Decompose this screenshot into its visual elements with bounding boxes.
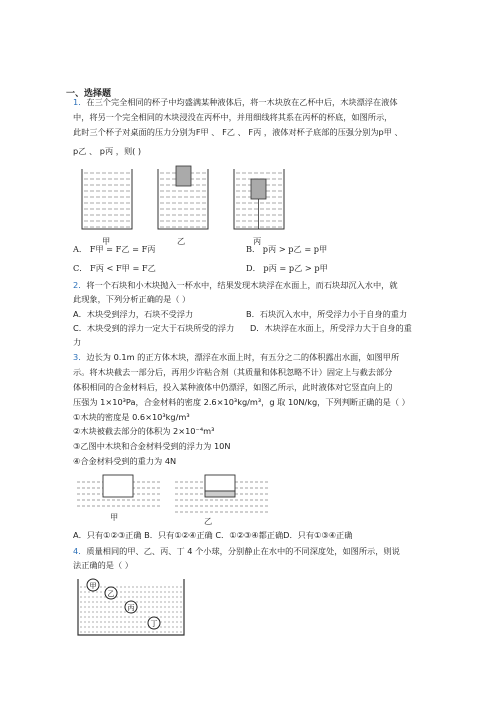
q3-statement-2: ②木块被截去部分的体积为 2×10⁻⁴m³: [73, 426, 215, 436]
q2-option-b[interactable]: B．石块沉入水中，所受浮力小于自身的重力: [246, 309, 408, 319]
q4-text-1: 质量相同的甲、乙、丙、丁 4 个小球，分别静止在水中的不同深度处，如图所示，则说: [86, 546, 400, 556]
ball-label-ding: 丁: [150, 620, 158, 628]
q1-number: 1．: [73, 97, 87, 107]
q3-number: 3．: [73, 352, 87, 362]
ball-label-bing: 丙: [127, 604, 135, 612]
q1-text-3: 此时三个杯子对桌面的压力分别为F甲 、 F乙 、 F丙 ，液体对杯子底部的压强分别为p甲 、: [73, 127, 403, 137]
ball-label-yi: 乙: [107, 590, 115, 598]
q3-statement-3: ③乙图中木块和合金材料受到的浮力为 10N: [73, 441, 231, 451]
q3-fig-yi: [175, 475, 270, 512]
submerged-wood-block: [251, 179, 266, 199]
q1-option-b[interactable]: B． p丙 > p乙 = p甲: [246, 244, 328, 254]
floating-wood-block: [176, 166, 191, 186]
q4-number: 4．: [73, 546, 87, 556]
q1-fig-label-bing: 丙: [253, 236, 262, 246]
q3-figure: [75, 472, 275, 522]
cup-jia: [82, 169, 132, 229]
q1-option-d[interactable]: D． p丙 = p乙 > p甲: [246, 263, 328, 273]
q1-fig-label-jia: 甲: [102, 236, 111, 246]
q3-text-3: 体积相同的合金材料后，投入某种液体中仍漂浮，如图乙所示，此时液体对它竖直向上的: [73, 382, 393, 392]
q1-fig-label-yi: 乙: [177, 236, 186, 246]
q1-option-a[interactable]: A． F甲 = F乙 = F丙: [73, 244, 156, 254]
q3-text-1: 边长为 0.1m 的正方体木块，漂浮在水面上时，有五分之二的体积露出水面，如图甲所: [86, 352, 400, 362]
wood-block-yi: [205, 475, 235, 491]
q1-figure: [80, 165, 340, 235]
q2-option-c[interactable]: C．木块受到的浮力一定大于石块所受的浮力: [73, 323, 235, 333]
q3-statement-4: ④合金材料受到的重力为 4N: [73, 456, 177, 466]
q2-text-1: 将一个石块和小木块抛入一杯水中，结果发现木块浮在水面上，而石块却沉入水中，就: [86, 280, 398, 290]
q1-option-c[interactable]: C． F丙 < F甲 = F乙: [73, 263, 156, 273]
q2-text-2: 此现象，下列分析正确的是（ ）: [73, 294, 191, 304]
q1-line-1: [73, 97, 398, 108]
ball-label-jia: 甲: [89, 582, 97, 590]
wood-cube-jia: [103, 475, 133, 497]
q1-text-2: 中，将另一个完全相同的木块浸没在丙杯中，并用细线将其系在丙杯的杯底，如图所示，: [73, 112, 393, 122]
q4-figure: [76, 577, 188, 637]
q3-statement-1: ①木块的密度是 0.6×10³kg/m³: [73, 412, 190, 422]
cup-yi: [158, 166, 208, 229]
cup-bing: [234, 169, 284, 229]
q1-text-1: 在三个完全相同的杯子中均盛满某种液体后，将一木块放在乙杯中后，木块漂浮在液体: [86, 97, 398, 107]
q2-number: 2．: [73, 280, 87, 290]
q1-text-4: p乙 、 p丙 ，则( ): [73, 146, 142, 156]
q4-line-1: [73, 546, 400, 557]
q3-fig-label-yi: 乙: [204, 516, 213, 526]
q3-text-2: 示。将木块截去一部分后，再用少许粘合剂（其质量和体积忽略不计）固定上与截去部分: [73, 367, 393, 377]
q3-text-4: 压强为 1×10³Pa，合金材料的密度 2.6×10³kg/m³，g 取 10N/kg，下列判断正确的是（ ）: [73, 397, 410, 407]
q2-option-d-cont: 力: [73, 337, 82, 347]
q2-option-d[interactable]: D．木块浮在水面上，所受浮力大于自身的重: [250, 323, 412, 333]
q2-line-1: [73, 280, 398, 291]
q3-line-1: [73, 352, 399, 363]
section-title: 一、选择题: [66, 89, 112, 99]
q3-fig-jia: [77, 475, 160, 506]
q3-options[interactable]: A．只有①②③正确 B．只有①②④正确 C．①②③④都正确D．只有①③④正确: [73, 530, 353, 540]
q3-fig-label-jia: 甲: [110, 512, 119, 522]
q2-option-a[interactable]: A．木块受到浮力，石块不受浮力: [73, 309, 194, 319]
alloy-part-yi: [205, 491, 235, 497]
q4-text-2: 法正确的是（ ）: [73, 560, 133, 570]
